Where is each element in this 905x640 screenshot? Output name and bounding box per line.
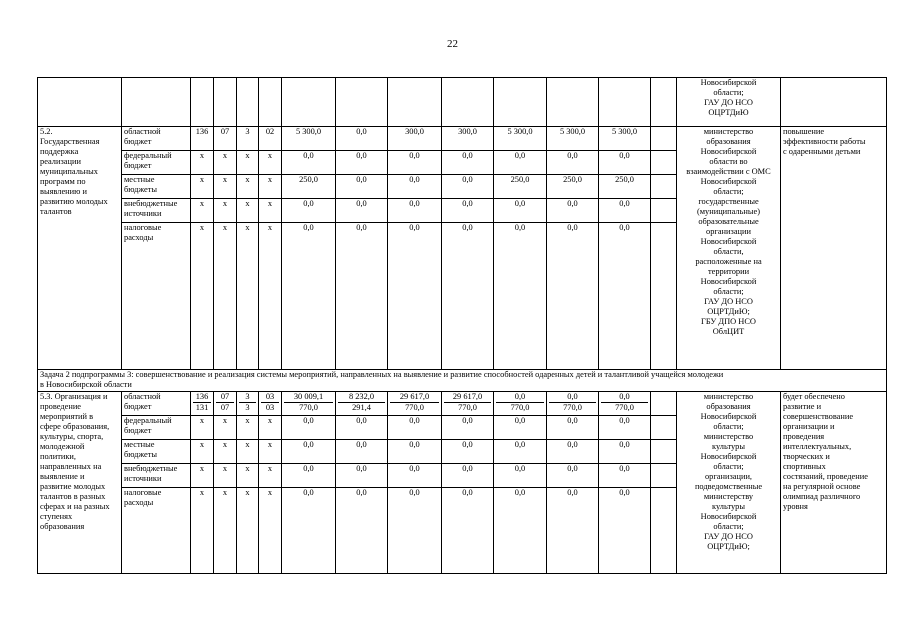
activity-name-cell: 5.2. Государственная поддержка реализации муниципальных программ по выявлению и развитию молодых талантов bbox=[38, 127, 122, 370]
code-cell: x bbox=[191, 464, 214, 488]
code-cell: x bbox=[259, 223, 282, 370]
value-cell: 0,0 bbox=[282, 151, 336, 175]
code-cell: x bbox=[259, 199, 282, 223]
value-cell: 0,0 bbox=[336, 127, 388, 151]
value-cell: 250,0 bbox=[547, 175, 599, 199]
executor-cell: министерство образования Новосибирской области во взаимодействии с ОМС Новосибирской области; государственные (муниципальные) образовательные организации Новосибирской области, расположенные на территории Новосибирской области; ГАУ ДО НСО ОЦРТДиЮ; ГБУ ДПО НСО ОблЦИТ bbox=[677, 127, 781, 370]
executor-cell: министерство образования Новосибирской области; министерство культуры Новосибирской области; организации, подведомственные министерству культуры Новосибирской области; ГАУ ДО НСО ОЦРТДиЮ; bbox=[677, 392, 781, 574]
value-cell: 0,0 770,0 bbox=[494, 392, 547, 416]
empty-cell bbox=[214, 78, 237, 127]
empty-cell bbox=[191, 78, 214, 127]
value-cell: 0,0 bbox=[494, 464, 547, 488]
result-cell: повышение эффективности работы с одаренными детьми bbox=[781, 127, 887, 370]
code-cell: x bbox=[214, 440, 237, 464]
value-cell: 5 300,0 bbox=[547, 127, 599, 151]
value-cell: 0,0 bbox=[547, 464, 599, 488]
code-cell: x bbox=[214, 464, 237, 488]
funding-source-cell: внебюджетные источники bbox=[122, 464, 191, 488]
task-title-cell: Задача 2 подпрограммы 3: совершенствование и реализация системы мероприятий, направленных на выявление и развитие способностей одаренных детей и талантливой учащейся молодежи в Новосибирской области bbox=[38, 370, 887, 392]
funding-source-cell: налоговые расходы bbox=[122, 488, 191, 574]
table-row bbox=[38, 370, 887, 392]
value-cell: 0,0 bbox=[336, 416, 388, 440]
value-cell: 0,0 bbox=[336, 223, 388, 370]
code-cell: 136 131 bbox=[191, 392, 214, 416]
code-cell: x bbox=[214, 488, 237, 574]
value-cell: 0,0 bbox=[282, 488, 336, 574]
code-cell: x bbox=[191, 488, 214, 574]
page-number: 22 bbox=[447, 38, 458, 50]
value-cell: 0,0 770,0 bbox=[599, 392, 651, 416]
value-cell: 0,0 bbox=[388, 151, 442, 175]
value-cell: 0,0 bbox=[494, 416, 547, 440]
value-cell: 0,0 bbox=[442, 151, 494, 175]
code-cell: x bbox=[214, 175, 237, 199]
value-cell: 0,0 bbox=[282, 416, 336, 440]
empty-cell bbox=[547, 78, 599, 127]
code-cell: x bbox=[237, 488, 259, 574]
value-cell: 250,0 bbox=[494, 175, 547, 199]
value-cell: 5 300,0 bbox=[599, 127, 651, 151]
empty-cell bbox=[651, 127, 677, 151]
code-cell: x bbox=[237, 199, 259, 223]
value-cell: 0,0 bbox=[494, 488, 547, 574]
funding-source-cell: налоговые расходы bbox=[122, 223, 191, 370]
code-cell: x bbox=[191, 416, 214, 440]
empty-cell bbox=[651, 440, 677, 464]
result-cell bbox=[781, 78, 887, 127]
code-cell: x bbox=[237, 464, 259, 488]
result-cell: будет обеспечено развитие и совершенствование организации и проведения интеллектуальных, творческих и спортивных состязаний, проведение на регулярной основе олимпиад различного уровня bbox=[781, 392, 887, 574]
table-row bbox=[38, 78, 887, 127]
code-cell: x bbox=[191, 199, 214, 223]
value-cell: 0,0 bbox=[388, 175, 442, 199]
value-cell: 0,0 bbox=[282, 199, 336, 223]
funding-source-cell: федеральный бюджет bbox=[122, 416, 191, 440]
funding-source-cell: внебюджетные источники bbox=[122, 199, 191, 223]
value-cell: 0,0 bbox=[388, 199, 442, 223]
code-cell: x bbox=[259, 440, 282, 464]
code-cell: 136 bbox=[191, 127, 214, 151]
code-cell: 3 3 bbox=[237, 392, 259, 416]
code-cell: x bbox=[214, 416, 237, 440]
value-cell: 0,0 bbox=[336, 464, 388, 488]
value-cell: 300,0 bbox=[442, 127, 494, 151]
value-cell: 0,0 bbox=[388, 440, 442, 464]
empty-cell bbox=[651, 392, 677, 416]
code-cell: x bbox=[259, 151, 282, 175]
value-cell: 0,0 bbox=[442, 223, 494, 370]
code-cell: x bbox=[237, 440, 259, 464]
value-cell: 0,0 bbox=[282, 440, 336, 464]
value-cell: 0,0 bbox=[547, 440, 599, 464]
funding-source-cell: местные бюджеты bbox=[122, 175, 191, 199]
code-cell: x bbox=[191, 175, 214, 199]
code-cell: x bbox=[259, 464, 282, 488]
value-cell: 0,0 bbox=[442, 416, 494, 440]
value-cell: 0,0 bbox=[388, 488, 442, 574]
empty-cell bbox=[651, 175, 677, 199]
empty-cell bbox=[651, 488, 677, 574]
value-cell: 0,0 bbox=[599, 440, 651, 464]
value-cell: 0,0 bbox=[336, 488, 388, 574]
code-cell: x bbox=[259, 488, 282, 574]
value-cell: 0,0 bbox=[442, 175, 494, 199]
value-cell: 29 617,0 770,0 bbox=[388, 392, 442, 416]
executor-cell: Новосибирской области; ГАУ ДО НСО ОЦРТДиЮ bbox=[677, 78, 781, 127]
value-cell: 0,0 bbox=[547, 223, 599, 370]
value-cell: 5 300,0 bbox=[494, 127, 547, 151]
empty-cell bbox=[38, 78, 122, 127]
empty-cell bbox=[237, 78, 259, 127]
budget-table bbox=[37, 77, 887, 574]
value-cell: 5 300,0 bbox=[282, 127, 336, 151]
empty-cell bbox=[442, 78, 494, 127]
code-cell: x bbox=[259, 175, 282, 199]
value-cell: 0,0 bbox=[388, 223, 442, 370]
value-cell: 0,0 bbox=[282, 464, 336, 488]
value-cell: 0,0 bbox=[388, 464, 442, 488]
value-cell: 0,0 770,0 bbox=[547, 392, 599, 416]
code-cell: x bbox=[191, 223, 214, 370]
value-cell: 8 232,0 291,4 bbox=[336, 392, 388, 416]
value-cell: 0,0 bbox=[547, 488, 599, 574]
empty-cell bbox=[282, 78, 336, 127]
code-cell: x bbox=[237, 416, 259, 440]
value-cell: 0,0 bbox=[599, 199, 651, 223]
value-cell: 0,0 bbox=[442, 199, 494, 223]
code-cell: x bbox=[191, 440, 214, 464]
code-cell: 07 bbox=[214, 127, 237, 151]
funding-source-cell: областной бюджет bbox=[122, 392, 191, 416]
code-cell: x bbox=[237, 223, 259, 370]
code-cell: 03 03 bbox=[259, 392, 282, 416]
value-cell: 0,0 bbox=[599, 488, 651, 574]
funding-source-cell: федеральный бюджет bbox=[122, 151, 191, 175]
code-cell: x bbox=[214, 223, 237, 370]
value-cell: 0,0 bbox=[442, 440, 494, 464]
code-cell: 3 bbox=[237, 127, 259, 151]
value-cell: 250,0 bbox=[282, 175, 336, 199]
empty-cell bbox=[336, 78, 388, 127]
value-cell: 0,0 bbox=[282, 223, 336, 370]
empty-cell bbox=[599, 78, 651, 127]
value-cell: 0,0 bbox=[494, 440, 547, 464]
value-cell: 0,0 bbox=[547, 199, 599, 223]
table-row bbox=[38, 127, 887, 151]
empty-cell bbox=[259, 78, 282, 127]
activity-name-cell: 5.3. Организация и проведение мероприятий в сфере образования, культуры, спорта, молодежной политики, направленных на выявление и развитие молодых талантов в разных сферах и на разных ступенях образования bbox=[38, 392, 122, 574]
empty-cell bbox=[651, 151, 677, 175]
empty-cell bbox=[651, 464, 677, 488]
value-cell: 0,0 bbox=[336, 175, 388, 199]
funding-source-cell: местные бюджеты bbox=[122, 440, 191, 464]
empty-cell bbox=[651, 78, 677, 127]
value-cell: 0,0 bbox=[599, 416, 651, 440]
value-cell: 0,0 bbox=[336, 199, 388, 223]
empty-cell bbox=[122, 78, 191, 127]
empty-cell bbox=[651, 199, 677, 223]
value-cell: 0,0 bbox=[388, 416, 442, 440]
code-cell: x bbox=[259, 416, 282, 440]
table-row bbox=[38, 392, 887, 416]
value-cell: 0,0 bbox=[442, 488, 494, 574]
value-cell: 29 617,0 770,0 bbox=[442, 392, 494, 416]
code-cell: x bbox=[237, 151, 259, 175]
code-cell: x bbox=[214, 151, 237, 175]
value-cell: 0,0 bbox=[336, 151, 388, 175]
value-cell: 0,0 bbox=[442, 464, 494, 488]
value-cell: 0,0 bbox=[599, 223, 651, 370]
value-cell: 0,0 bbox=[599, 151, 651, 175]
value-cell: 300,0 bbox=[388, 127, 442, 151]
code-cell: 02 bbox=[259, 127, 282, 151]
code-cell: x bbox=[191, 151, 214, 175]
value-cell: 0,0 bbox=[494, 151, 547, 175]
empty-cell bbox=[651, 223, 677, 370]
empty-cell bbox=[651, 416, 677, 440]
code-cell: x bbox=[237, 175, 259, 199]
code-cell: 07 07 bbox=[214, 392, 237, 416]
funding-source-cell: областной бюджет bbox=[122, 127, 191, 151]
value-cell: 0,0 bbox=[547, 151, 599, 175]
value-cell: 0,0 bbox=[336, 440, 388, 464]
value-cell: 30 009,1 770,0 bbox=[282, 392, 336, 416]
empty-cell bbox=[494, 78, 547, 127]
value-cell: 250,0 bbox=[599, 175, 651, 199]
code-cell: x bbox=[214, 199, 237, 223]
value-cell: 0,0 bbox=[494, 223, 547, 370]
value-cell: 0,0 bbox=[599, 464, 651, 488]
value-cell: 0,0 bbox=[494, 199, 547, 223]
empty-cell bbox=[388, 78, 442, 127]
value-cell: 0,0 bbox=[547, 416, 599, 440]
